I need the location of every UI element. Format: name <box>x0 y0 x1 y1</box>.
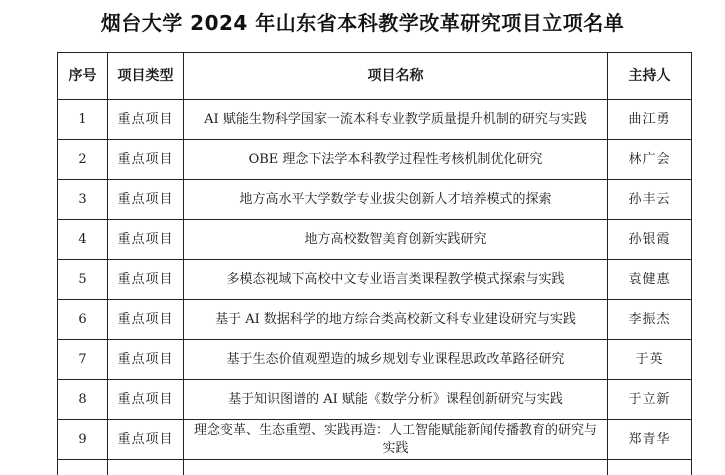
table-row <box>58 300 692 340</box>
cell-project-type: 重点项目 <box>108 340 184 380</box>
project-roster-table <box>57 52 692 475</box>
cell-project-type: 重点项目 <box>108 260 184 300</box>
table-header-row <box>58 53 692 100</box>
cell-empty <box>608 460 692 475</box>
table-row <box>58 340 692 380</box>
table-row <box>58 100 692 140</box>
cell-project-type: 重点项目 <box>108 140 184 180</box>
cell-empty <box>108 460 184 475</box>
document-title: 烟台大学 2024 年山东省本科教学改革研究项目立项名单 <box>100 11 625 35</box>
cell-empty <box>58 460 108 475</box>
cell-project-type: 重点项目 <box>108 100 184 140</box>
cell-host: 郑青华 <box>608 420 692 460</box>
cell-host: 孙丰云 <box>608 180 692 220</box>
cell-project-name: 地方高校数智美育创新实践研究 <box>184 220 608 260</box>
cell-serial-number: 7 <box>58 340 108 380</box>
cell-serial-number: 8 <box>58 380 108 420</box>
cell-project-type: 重点项目 <box>108 220 184 260</box>
cell-project-name: OBE 理念下法学本科教学过程性考核机制优化研究 <box>184 140 608 180</box>
header-host: 主持人 <box>608 53 692 100</box>
cell-project-name: 理念变革、生态重塑、实践再造：人工智能赋能新闻传播教育的研究与实践 <box>184 420 608 460</box>
table-row <box>58 180 692 220</box>
table-row <box>58 140 692 180</box>
cell-host: 李振杰 <box>608 300 692 340</box>
cell-project-name: 基于 AI 数据科学的地方综合类高校新文科专业建设研究与实践 <box>184 300 608 340</box>
cell-project-name: AI 赋能生物科学国家一流本科专业教学质量提升机制的研究与实践 <box>184 100 608 140</box>
cell-project-name: 多模态视域下高校中文专业语言类课程教学模式探索与实践 <box>184 260 608 300</box>
table-row <box>58 220 692 260</box>
cell-project-type: 重点项目 <box>108 180 184 220</box>
cell-serial-number: 1 <box>58 100 108 140</box>
table-row-cut-off <box>58 460 692 475</box>
cell-empty <box>184 460 608 475</box>
cell-serial-number: 2 <box>58 140 108 180</box>
cell-project-type: 重点项目 <box>108 300 184 340</box>
table-row <box>58 420 692 460</box>
cell-project-name: 基于生态价值观塑造的城乡规划专业课程思政改革路径研究 <box>184 340 608 380</box>
header-project-name: 项目名称 <box>184 53 608 100</box>
cell-host: 于立新 <box>608 380 692 420</box>
cell-host: 孙银霞 <box>608 220 692 260</box>
table-row <box>58 380 692 420</box>
cell-host: 曲江勇 <box>608 100 692 140</box>
cell-host: 林广会 <box>608 140 692 180</box>
header-serial-number: 序号 <box>58 53 108 100</box>
cell-serial-number: 9 <box>58 420 108 460</box>
cell-host: 于英 <box>608 340 692 380</box>
cell-serial-number: 4 <box>58 220 108 260</box>
table-row <box>58 260 692 300</box>
cell-project-name: 基于知识图谱的 AI 赋能《数学分析》课程创新研究与实践 <box>184 380 608 420</box>
cell-project-type: 重点项目 <box>108 420 184 460</box>
cell-serial-number: 3 <box>58 180 108 220</box>
cell-project-type: 重点项目 <box>108 380 184 420</box>
cell-serial-number: 5 <box>58 260 108 300</box>
cell-project-name: 地方高水平大学数学专业拔尖创新人才培养模式的探索 <box>184 180 608 220</box>
header-project-type: 项目类型 <box>108 53 184 100</box>
cell-host: 袁健惠 <box>608 260 692 300</box>
cell-serial-number: 6 <box>58 300 108 340</box>
